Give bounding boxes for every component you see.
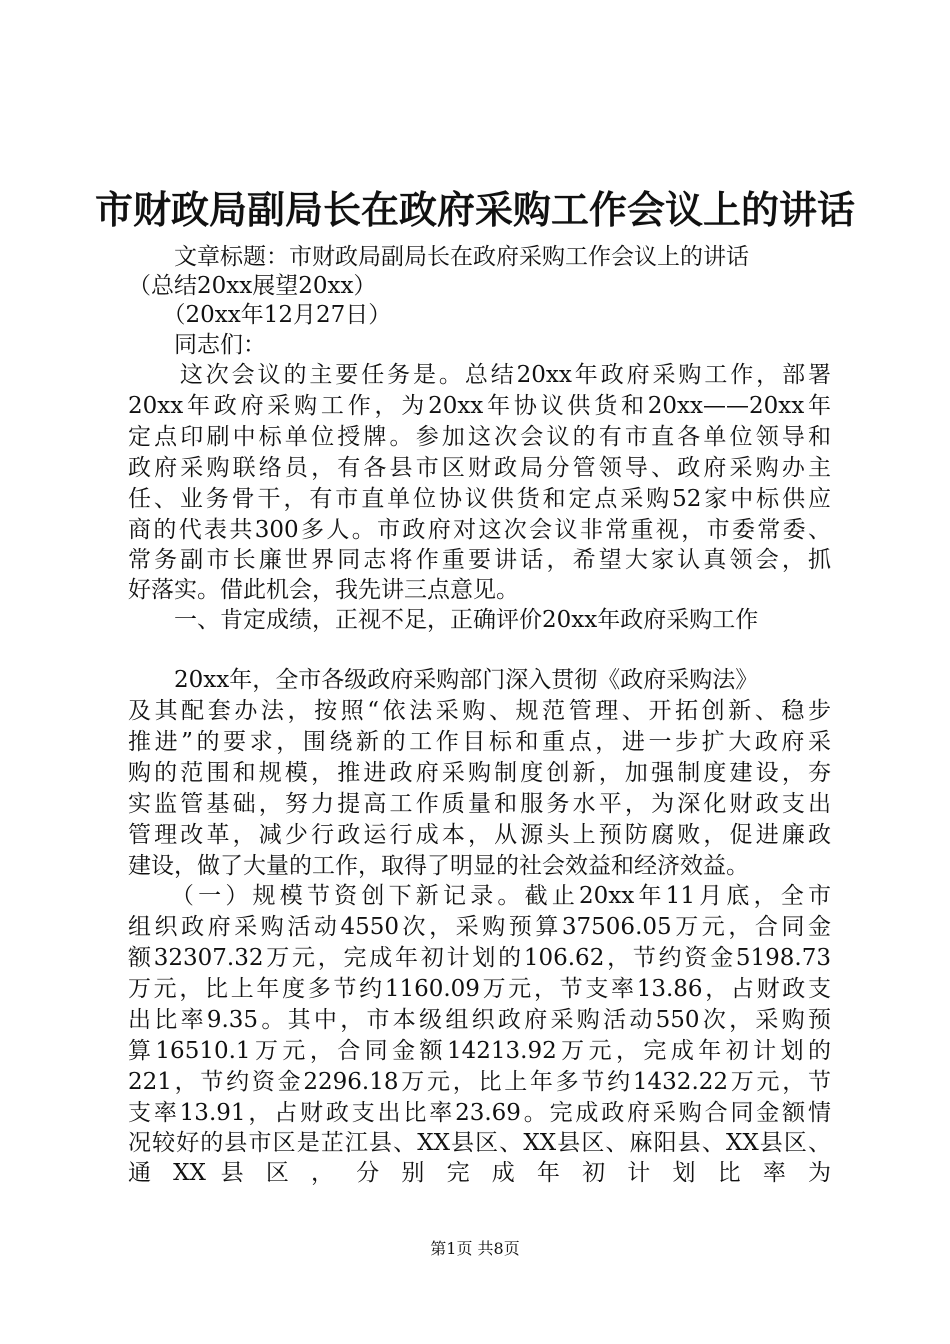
body-line-8: 政府采购联络员，有各县市区财政局分管领导、政府采购办主 <box>128 455 831 481</box>
body-line-5: 这次会议的主要任务是。总结20xx年政府采购工作，部署 <box>128 362 831 388</box>
body-line-28: 况较好的县市区是芷江县、XX县区、XX县区、麻阳县、XX县区、 <box>128 1130 831 1156</box>
body-line-20: （一）规模节资创下新记录。截止20xx年11月底，全市 <box>128 883 831 909</box>
body-line-21: 组织政府采购活动4550次，采购预算37506.05万元，合同金 <box>128 914 831 940</box>
body-line-29: 通 XX 县 区 ， 分 别 完 成 年 初 计 划 比 率 为 <box>128 1160 831 1186</box>
page-title: 市财政局副局长在政府采购工作会议上的讲话 <box>94 187 855 232</box>
body-line-23: 万元，比上年度多节约1160.09万元，节支率13.86，占财政支 <box>128 976 831 1002</box>
body-line-24: 出比率9.35。其中，市本级组织政府采购活动550次，采购预 <box>128 1007 831 1033</box>
body-line-22: 额32307.32万元，完成年初计划的106.62，节约资金5198.73 <box>128 945 831 971</box>
body-line-10: 商的代表共300多人。市政府对这次会议非常重视，市委常委、 <box>128 517 831 543</box>
body-line-11: 常务副市长廉世界同志将作重要讲话，希望大家认真领会，抓 <box>128 547 831 573</box>
section-heading-1: 一、肯定成绩，正视不足，正确评价20xx年政府采购工作 <box>128 607 759 633</box>
body-line-18: 管理改革，减少行政运行成本，从源头上预防腐败，促进廉政 <box>128 822 831 848</box>
body-line-17: 实监管基础，努力提高工作质量和服务水平，为深化财政支出 <box>128 791 831 817</box>
body-line-4: 同志们： <box>128 332 266 358</box>
body-line-25: 算16510.1万元，合同金额14213.92万元，完成年初计划的 <box>128 1038 831 1064</box>
body-line-14: 及其配套办法，按照“依法采购、规范管理、开拓创新、稳步 <box>128 698 831 724</box>
body-line-12: 好落实。借此机会，我先讲三点意见。 <box>128 577 519 603</box>
body-line-27: 支率13.91，占财政支出比率23.69。完成政府采购合同金额情 <box>128 1100 831 1126</box>
body-line-13: 20xx年，全市各级政府采购部门深入贯彻《政府采购法》 <box>128 667 759 693</box>
body-line-7: 定点印刷中标单位授牌。参加这次会议的有市直各单位领导和 <box>128 424 831 450</box>
body-line-6: 20xx年政府采购工作，为20xx年协议供货和20xx——20xx年 <box>128 393 831 419</box>
body-line-16: 购的范围和规模，推进政府采购制度创新，加强制度建设，夯 <box>128 760 831 786</box>
body-line-9: 任、业务骨干，有市直单位协议供货和定点采购52家中标供应 <box>128 486 831 512</box>
body-line-15: 推进”的要求，围绕新的工作目标和重点，进一步扩大政府采 <box>128 729 831 755</box>
body-line-2: （总结20xx展望20xx） <box>128 273 377 299</box>
body-line-1: 文章标题：市财政局副局长在政府采购工作会议上的讲话 <box>128 244 749 270</box>
body-line-26: 221，节约资金2296.18万元，比上年多节约1432.22万元，节 <box>128 1069 831 1095</box>
body-line-19: 建设，做了大量的工作，取得了明显的社会效益和经济效益。 <box>128 853 749 879</box>
body-line-3: （20xx年12月27日） <box>128 302 392 328</box>
page-footer: 第1页 共8页 <box>430 1239 520 1258</box>
